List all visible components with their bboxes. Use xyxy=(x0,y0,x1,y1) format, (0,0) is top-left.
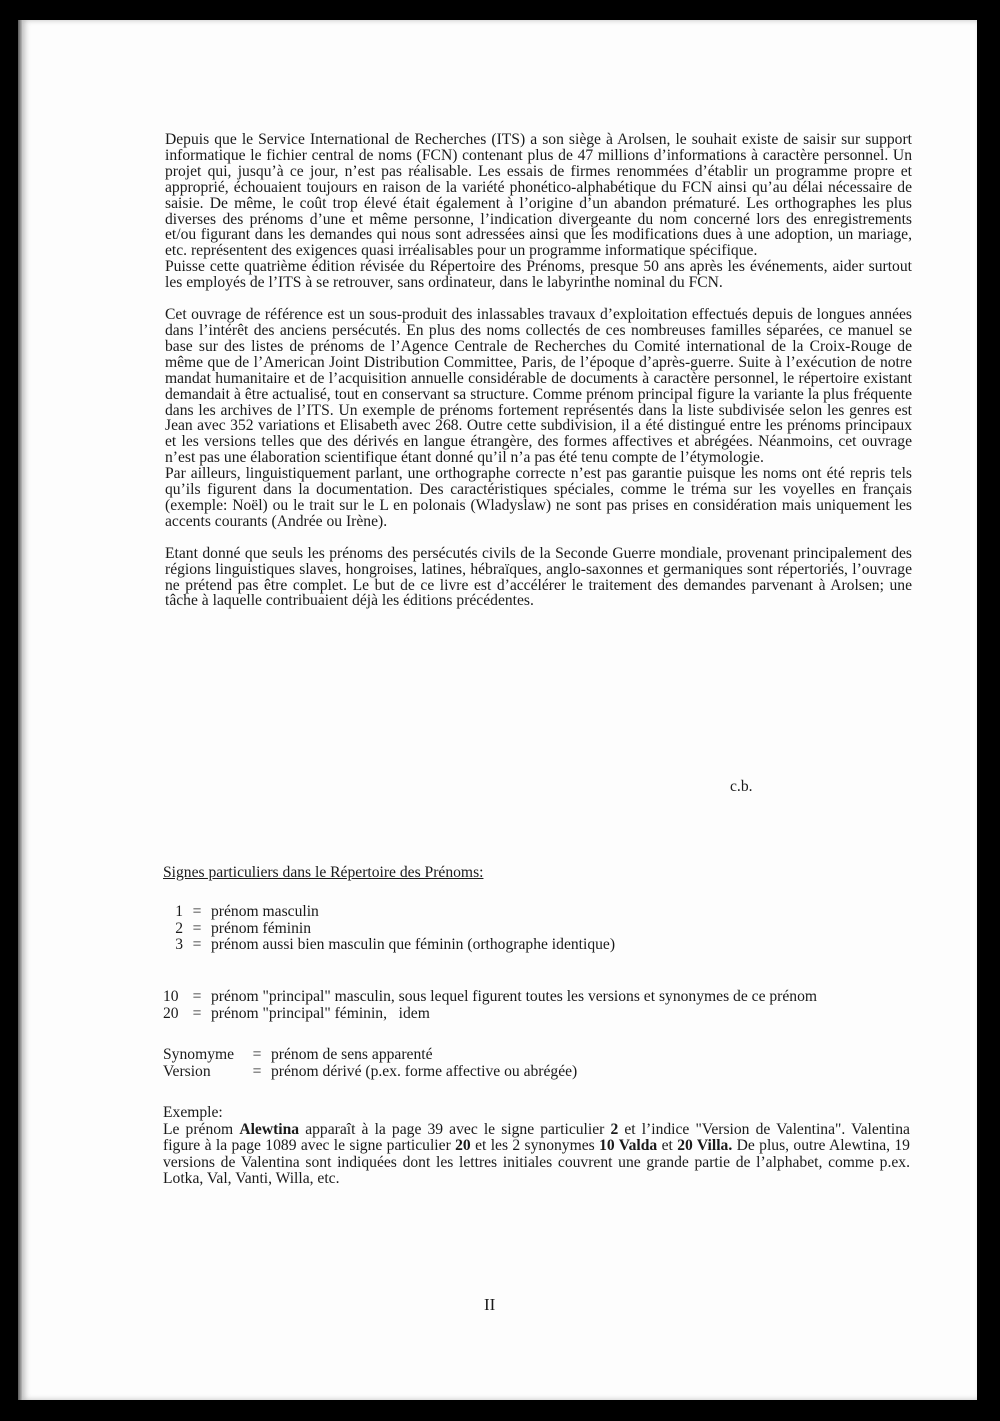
legend-gender-codes xyxy=(163,904,615,954)
example-block xyxy=(163,1105,910,1188)
legend-equals: = xyxy=(252,1046,262,1063)
legend-row xyxy=(163,989,817,1006)
legend-main-codes xyxy=(163,989,817,1022)
legend-row xyxy=(163,1006,817,1023)
legend-equals: = xyxy=(192,988,202,1005)
legend-text: prénom "principal" féminin, idem xyxy=(211,1004,430,1022)
legend-equals: = xyxy=(252,1062,262,1080)
legend-equals: = xyxy=(192,936,202,953)
paragraph-orthography: Par ailleurs, linguistiquement parlant, une orthographe correcte n’est pas garantie puisque les noms ont été repris tels qu’ils figurent dans la documentation. Des caractéristiques spéciales, comme le tréma sur les voyelles en français (exemple: Noël) ou le trait sur le L en polonais (Wladyslaw) ne sont pas prises en considération mais uniquement les accents courants (Andrée ou Irène). xyxy=(165,465,912,530)
legend-code: 10 xyxy=(163,988,179,1005)
paragraph-reference-work: Cet ouvrage de référence est un sous-produit des inlassables travaux d’exploitation effectués depuis de longues années dans l’intérêt des anciens persécutés. En plus des noms collectés de ces nombreuses familles séparées, ce manuel se base sur des listes de prénoms de l’Agence Centrale de Recherches du Comité international de la Croix-Rouge de même que de l’American Joint Distribution Committee, Paris, de l’époque d’après-guerre. Suite à l’exécution de notre mandat humanitaire et de l’acquisition annuelle considérable de documents à caractère personnel, le répertoire existant demandait à être actualisé, tout en conservant sa structure. Comme prénom principal figure la variante la plus fréquente dans les archives de l’ITS. Un exemple de prénoms fortement représentés dans la liste subdivisée selon les genres est Jean avec 352 variations et Elisabeth avec 268. Outre cette subdivision, il a été distingué entre les prénoms principaux et les versions telles que des dérivés en langue étrangère, des formes affectives et abrégées. Néanmoins, cet ouvrage n’est pas une élaboration scientifique étant donné qu’il n’a pas été tenu compte de l’étymologie. xyxy=(165,306,912,467)
legend-row xyxy=(163,937,615,954)
paragraph-intro: Depuis que le Service International de Recherches (ITS) a son siège à Arolsen, le souhait existe de saisir sur support informatique le fichier central de noms (FCN) contenant plus de 47 millions d’informations à caractère personnel. Un projet qui, jusqu’à ce jour, n’est pas réalisable. Les essais de firmes renommées d’établir un programme propre et approprié, échouaient toujours en raison de la variété phonético-alphabétique du FCN ainsi qu’au délai nécessaire de saisie. De même, le coût trop élevé était également à l’origine d’un abandon prématuré. Les orthographes les plus diverses des prénoms d’une et même personne, l’indication divergeante du nom concerné lors des enregistrements et/ou figurant dans les demandes qui nous sont adressées ainsi que les modifications dues à une adoption, un mariage, etc. représentent des exigences quasi irréalisables pour un programme informatique spécifique. xyxy=(165,131,912,260)
legend-term: Synomyme xyxy=(163,1046,235,1063)
legend-row xyxy=(163,1064,577,1081)
example-heading: Exemple: xyxy=(163,1104,223,1121)
legend-row xyxy=(163,904,615,921)
legend-code: 1 xyxy=(175,903,183,920)
signature: c.b. xyxy=(730,778,753,795)
legend-code: 20 xyxy=(163,1004,179,1022)
example-name-alewtina: Alewtina xyxy=(239,1120,300,1138)
legend-text: prénom masculin xyxy=(211,903,319,920)
legend-row xyxy=(163,921,615,938)
legend-text: prénom de sens apparenté xyxy=(271,1046,433,1063)
legend-text: prénom féminin xyxy=(211,919,312,937)
legend-text: prénom dérivé (p.ex. forme affective ou abrégée) xyxy=(271,1062,578,1080)
legend-term: Version xyxy=(163,1062,211,1080)
legend-text: prénom aussi bien masculin que féminin (orthographe identique) xyxy=(211,936,616,953)
legend-terms xyxy=(163,1047,577,1080)
legend-code: 2 xyxy=(175,919,183,937)
example-text: Le prénom Alewtina apparaît à la page 39 avec le signe particulier 2 et l’indice "Version de Valentina". Valentina figure à la page 1089 avec le signe particulier 20 et les 2 synonymes 10 Valda et 20 Villa. De plus, outre Alewtina, 19 versions de Valentina sont indiquées dont les lettres initiales couvrent une grande partie de l’alphabet, comme p.ex. Lotka, Val, Vanti, Willa, etc. xyxy=(163,1120,910,1187)
example-synonym-villa: 20 Villa. xyxy=(677,1137,733,1154)
example-code-20: 20 xyxy=(455,1137,471,1154)
legend-code: 3 xyxy=(175,936,183,953)
page-number: II xyxy=(484,1295,496,1314)
legend-equals: = xyxy=(192,1004,202,1022)
legend-equals: = xyxy=(192,903,202,920)
body-text xyxy=(165,132,912,609)
legend-row xyxy=(163,1047,577,1064)
paragraph-edition: Puisse cette quatrième édition révisée du Répertoire des Prénoms, presque 50 ans après les événements, aider surtout les employés de l’ITS à se retrouver, sans ordinateur, dans le labyrinthe nominal du FCN. xyxy=(165,258,912,292)
paragraph-scope: Etant donné que seuls les prénoms des persécutés civils de la Seconde Guerre mondiale, provenant principalement des régions linguistiques slaves, hongroises, latines, hébraïques, anglo-saxonnes et germaniques sont répertoriés, l’ouvrage ne prétend pas être complet. Le but de ce livre est d’accélérer le traitement des demandes parvenant à Arolsen; une tâche à laquelle contribuaient déjà les éditions précédentes. xyxy=(165,544,912,610)
example-code-2: 2 xyxy=(610,1120,619,1138)
legend-text: prénom "principal" masculin, sous lequel figurent toutes les versions et synonymes de ce prénom xyxy=(211,988,818,1005)
example-synonym-valda: 10 Valda xyxy=(599,1137,658,1154)
legend-equals: = xyxy=(192,919,202,937)
signs-heading: Signes particuliers dans le Répertoire des Prénoms: xyxy=(163,864,484,881)
